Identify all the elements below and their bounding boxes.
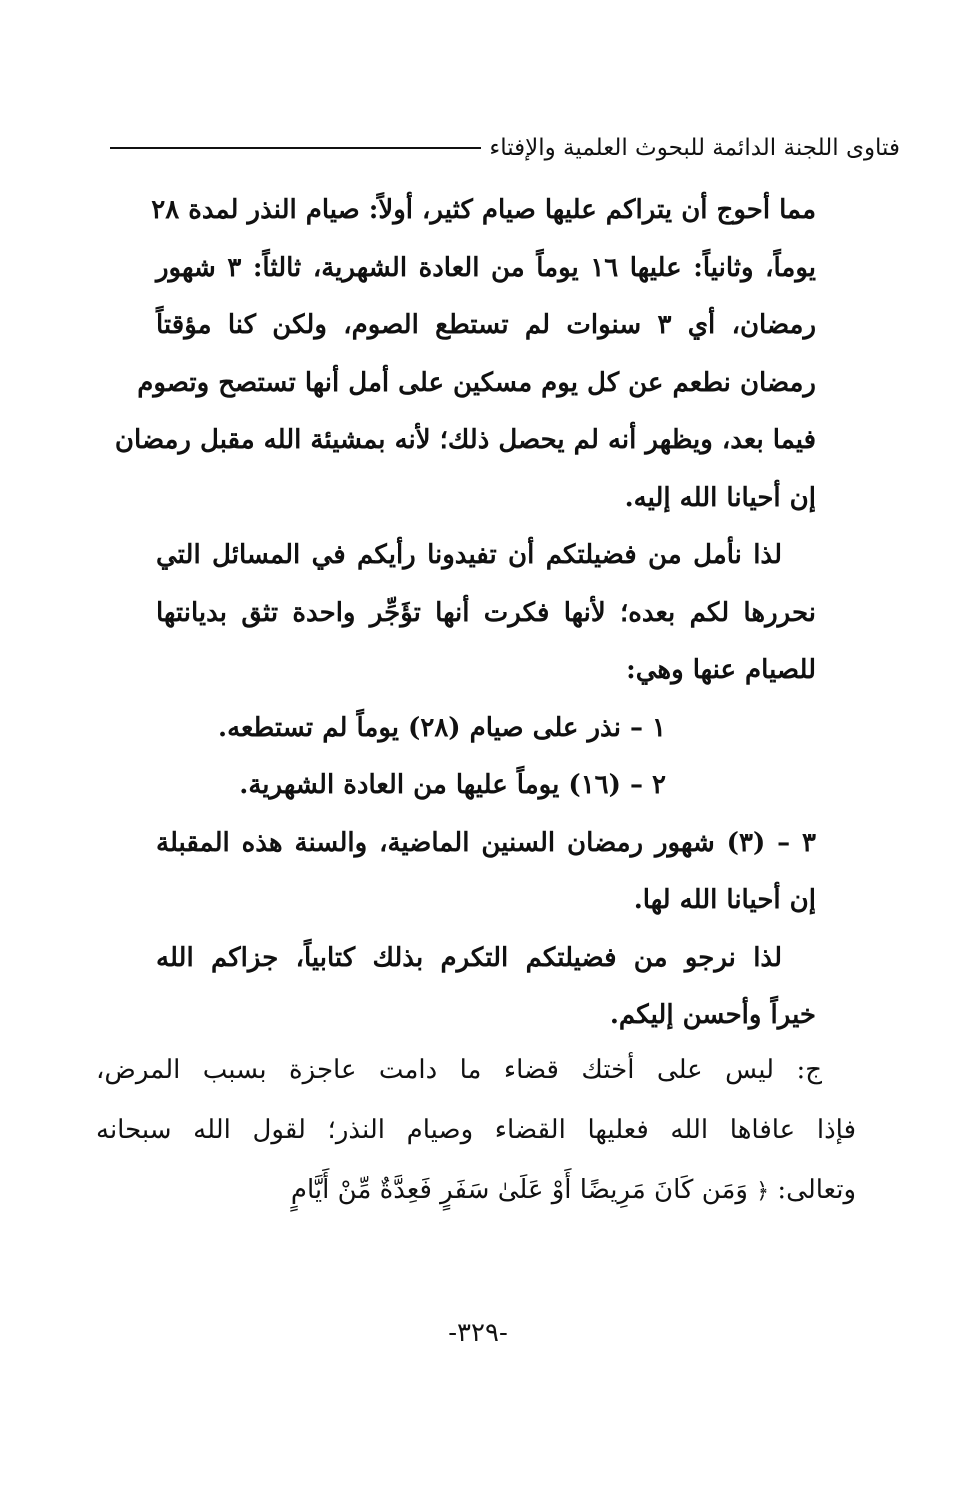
- question-line: إن أحيانا الله إليه.: [624, 482, 816, 513]
- answer-line: فإذا عافاها الله فعليها القضاء وصيام النذر؛ لقول الله سبحانه: [96, 1115, 856, 1145]
- question-text: [114, 182, 817, 1045]
- list-item-3-continuation: إن أحيانا الله لها.: [633, 885, 816, 915]
- closing-line: خيراً وأحسن إليكم.: [609, 1000, 816, 1030]
- book-title: فتاوى اللجنة الدائمة للبحوث العلمية والإفتاء: [489, 135, 900, 161]
- quran-verse: وَمَن كَانَ مَرِيضًا أَوْ عَلَىٰ سَفَرٍ فَعِدَّةٌ مِّنْ أَيَّامٍ: [290, 1175, 748, 1205]
- question-line: رمضان، أي ٣ سنوات لم تستطع الصوم، ولكن كنا مؤقتاً: [156, 310, 817, 340]
- list-item: ٢ – (١٦) يوماً عليها من العادة الشهرية.: [239, 770, 666, 800]
- answer-line: ج: ليس على أختك قضاء ما دامت عاجزة بسبب المرض،: [96, 1055, 822, 1085]
- running-header: [110, 128, 900, 168]
- answer-prefix: وتعالى:: [777, 1175, 856, 1205]
- request-line: لذا نأمل من فضيلتكم أن تفيدونا رأيكم في المسائل التي: [156, 540, 782, 570]
- request-line: نحررها لكم بعده؛ لأنها فكرت أنها تؤَجِّر واحدة تثق بديانتها: [156, 597, 816, 628]
- answer-quran-line: [96, 1160, 856, 1220]
- quran-open-bracket: ﴿: [756, 1179, 770, 1204]
- request-line: للصيام عنها وهي:: [626, 655, 816, 685]
- question-line: مما أحوج أن يتراكم عليها صيام كثير، أولاً: صيام النذر لمدة ٢٨: [151, 195, 816, 225]
- list-item-3: ٣ – (٣) شهور رمضان السنين الماضية، والسنة هذه المقبلة: [156, 827, 817, 858]
- question-line: فيما بعد، ويظهر أنه لم يحصل ذلك؛ لأنه بمشيئة الله مقبل رمضان: [114, 425, 816, 455]
- closing-line: لذا نرجو من فضيلتكم التكرم بذلك كتابياً، جزاكم الله: [156, 942, 782, 973]
- header-rule: [110, 147, 481, 149]
- page-number: -٣٢٩-: [448, 1318, 508, 1348]
- answer-text: [96, 1040, 856, 1220]
- question-line: رمضان نطعم عن كل يوم مسكين على أمل أنها تستصح وتصوم: [137, 367, 816, 398]
- list-item: ١ – نذر على صيام (٢٨) يوماً لم تستطعه.: [218, 712, 666, 743]
- question-line: يوماً، وثانياً: عليها ١٦ يوماً من العادة الشهرية، ثالثاً: ٣ شهور: [156, 252, 816, 283]
